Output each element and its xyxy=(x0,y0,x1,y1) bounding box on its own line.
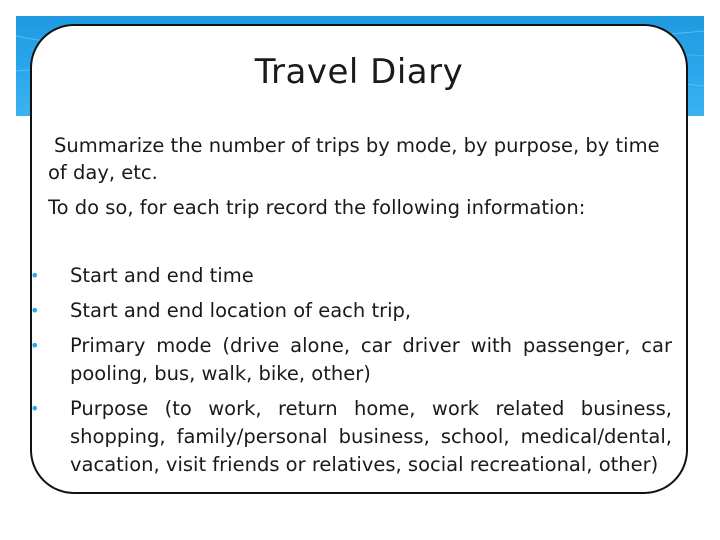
bullet-dot-icon: • xyxy=(30,266,40,285)
intro-paragraph: Summarize the number of trips by mode, by purpose, by time of day, etc. xyxy=(48,134,660,184)
bullet-item xyxy=(30,297,672,325)
bullet-text: Start and end time xyxy=(70,264,254,287)
bullet-text: Purpose (to work, return home, work related business, shopping, family/personal business, school, medical/dental, vacation, visit friends or relatives, social recreational, other) xyxy=(70,397,672,476)
bullet-text: Primary mode (drive alone, car driver with passenger, car pooling, bus, walk, bike, other) xyxy=(70,334,672,385)
instruction-paragraph: To do so, for each trip record the following information: xyxy=(48,196,586,219)
bullet-list xyxy=(30,262,672,486)
bullet-item xyxy=(30,395,672,479)
bullet-text: Start and end location of each trip, xyxy=(70,299,412,322)
bullet-dot-icon: • xyxy=(30,399,40,418)
bullet-dot-icon: • xyxy=(30,336,40,355)
intro-text xyxy=(48,132,678,221)
bullet-item xyxy=(30,262,672,290)
bullet-dot-icon: • xyxy=(30,301,40,320)
bullet-item xyxy=(30,332,672,388)
slide-title: Travel Diary xyxy=(254,52,464,92)
